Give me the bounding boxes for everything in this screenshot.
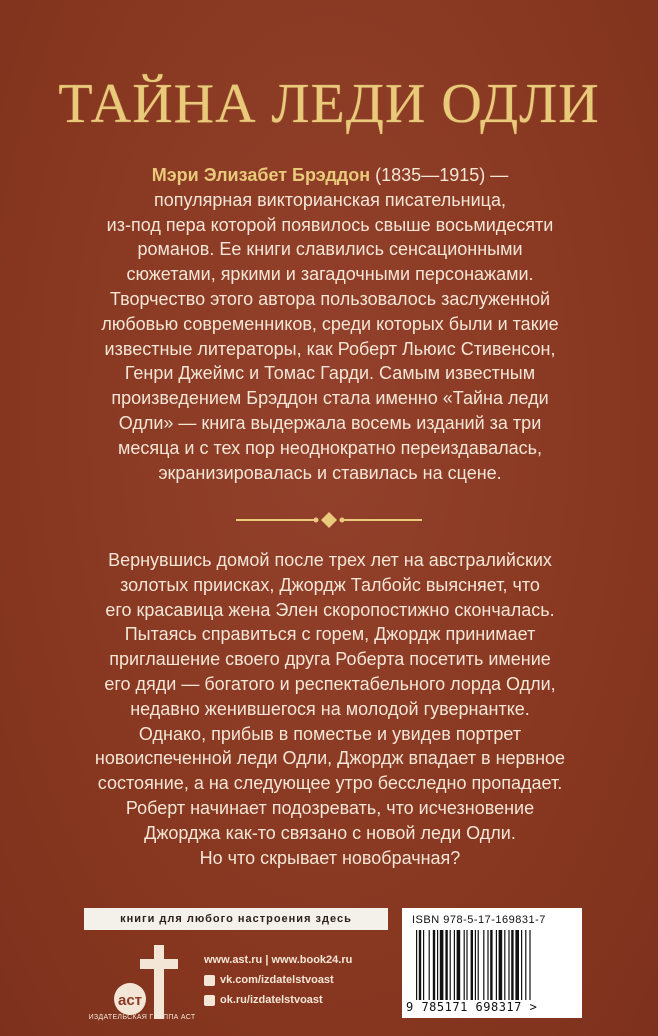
book-title: ТАЙНА ЛЕДИ ОДЛИ bbox=[58, 73, 600, 135]
ast-logo bbox=[84, 936, 200, 1026]
bio-line: известные литераторы, как Роберт Льюис Стивенсон, bbox=[104, 338, 556, 359]
plot-line: состояние, а на следующее утро бесследно пропадает. bbox=[97, 773, 563, 794]
bio-line: месяца и с тех пор неоднократно переиздавалась, bbox=[117, 437, 543, 458]
bio-line: произведением Брэддон стала именно «Тайна леди bbox=[111, 388, 549, 409]
bio-line: романов. Ее книги славились сенсационными bbox=[137, 239, 523, 260]
ok-link-text: ok.ru/izdatelstvoast bbox=[220, 994, 323, 1006]
author-name: Мэри Элизабет Брэддон bbox=[151, 165, 371, 185]
plot-line: его красавица жена Элен скоропостижно скончалась. bbox=[105, 599, 555, 620]
plot-line: Вернувшись домой после трех лет на австралийских bbox=[108, 550, 552, 570]
bio-line: Генри Джеймс и Томас Гарди. Самым известным bbox=[124, 363, 536, 384]
tagline-banner: книги для любого настроения здесь bbox=[84, 908, 388, 930]
plot-line: его дяди — богатого и респектабельного лорда Одли, bbox=[104, 673, 556, 694]
barcode-digits: 9 785171 698317 > bbox=[406, 1000, 538, 1014]
vk-link-text: vk.com/izdatelstvoast bbox=[220, 974, 334, 986]
logo-text: аст bbox=[117, 992, 143, 1009]
plot-line: Роберт начинает подозревать, что исчезновение bbox=[125, 797, 535, 818]
ok-link[interactable] bbox=[204, 990, 352, 1010]
bio-line: Одли» — книга выдержала восемь изданий за три bbox=[118, 412, 542, 433]
publisher-name: ИЗДАТЕЛЬСКАЯ ГРУППА АСТ bbox=[88, 1014, 196, 1021]
bio-line: любовью современников, среди которых были и такие bbox=[101, 313, 559, 334]
plot-line: Пытаясь справиться с горем, Джордж принимает bbox=[124, 624, 536, 645]
plot-line: новоиспеченной леди Одли, Джордж впадает в нервное bbox=[94, 748, 566, 769]
plot-line: Однако, прибыв в поместье и увидев портрет bbox=[138, 723, 522, 744]
plot-line: недавно женившегося на молодой гувернантке. bbox=[130, 698, 530, 719]
bio-line: из-под пера которой появилось свыше восьмидесяти bbox=[106, 214, 554, 235]
isbn-barcode-box bbox=[402, 908, 582, 1018]
vk-icon bbox=[204, 975, 215, 986]
vk-link[interactable] bbox=[204, 970, 352, 990]
plot-line: Джорджа как-то связано с новой леди Одли. bbox=[144, 822, 516, 843]
barcode bbox=[410, 930, 574, 1000]
plot-line: Но что скрывает новобрачная? bbox=[199, 847, 461, 868]
websites[interactable]: www.ast.ru | www.book24.ru bbox=[204, 954, 353, 966]
bio-first-line bbox=[60, 163, 600, 188]
bio-line: сюжетами, яркими и загадочными персонажами. bbox=[126, 264, 534, 285]
author-dates: (1835—1915) — bbox=[370, 165, 509, 185]
plot-line: приглашение своего друга Роберта посетить имение bbox=[109, 649, 551, 670]
author-bio bbox=[60, 163, 600, 485]
publisher-links bbox=[204, 950, 352, 1010]
ornament-divider bbox=[236, 510, 422, 530]
bio-line: Творчество этого автора пользовалось заслуженной bbox=[109, 288, 551, 309]
bio-line: популярная викторианская писательница, bbox=[154, 189, 506, 210]
isbn-number: ISBN 978-5-17-169831-7 bbox=[412, 914, 546, 926]
bio-line: экранизировалась и ставилась на сцене. bbox=[158, 462, 502, 483]
ok-icon bbox=[204, 995, 215, 1006]
plot-line: золотых приисках, Джордж Талбойс выясняет, что bbox=[120, 574, 540, 595]
plot-summary bbox=[60, 548, 600, 870]
